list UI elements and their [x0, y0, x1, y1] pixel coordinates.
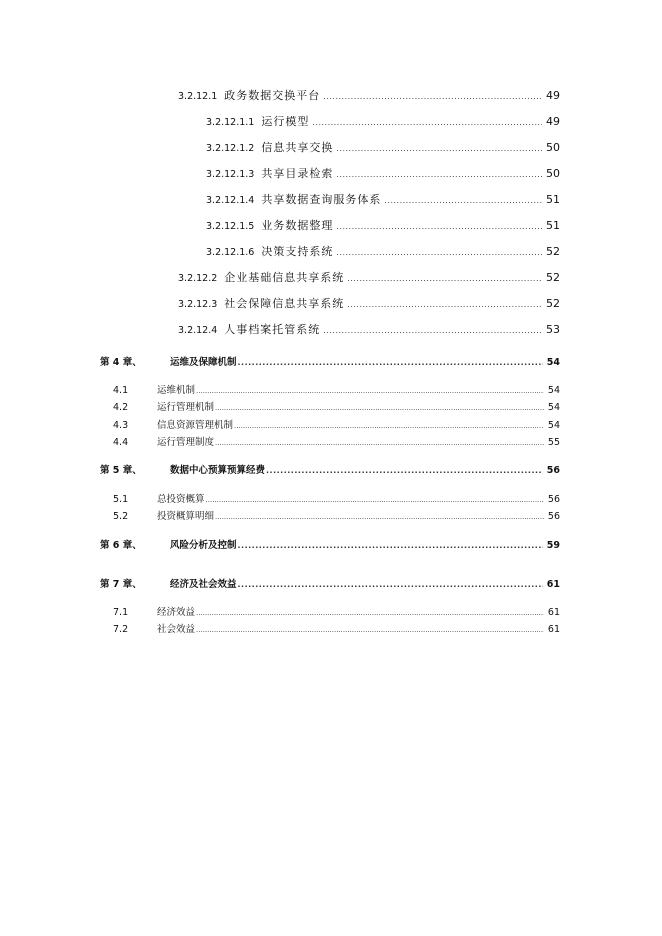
toc-section-page: 55	[547, 437, 560, 448]
toc-entry-page: 50	[546, 141, 560, 154]
toc-leader-dots	[215, 404, 544, 412]
toc-section-page: 54	[547, 402, 560, 413]
toc-leader-dots	[312, 118, 542, 127]
toc-leader-dots	[238, 358, 543, 367]
toc-entry-3-2-12-3[interactable]	[178, 295, 560, 311]
toc-entry-title: 政务数据交换平台	[224, 89, 321, 102]
toc-entry-page: 51	[546, 219, 560, 232]
toc-leader-dots	[196, 387, 544, 395]
toc-section-title: 总投资概算	[157, 494, 205, 505]
toc-leader-dots	[336, 222, 542, 231]
toc-section-5-2[interactable]	[113, 508, 560, 522]
toc-leader-dots	[234, 422, 544, 430]
toc-chapter-7[interactable]	[100, 576, 560, 590]
toc-entry-page: 49	[546, 89, 560, 102]
toc-chapter-number: 第 7 章、	[100, 579, 142, 590]
toc-leader-dots	[384, 196, 542, 205]
toc-entry-page: 52	[546, 271, 560, 284]
toc-leader-dots	[323, 92, 542, 101]
toc-section-7-2[interactable]	[113, 621, 560, 635]
toc-section-page: 56	[547, 511, 560, 522]
toc-chapter-page: 54	[546, 357, 560, 368]
toc-entry-title: 共享数据查询服务体系	[261, 193, 382, 206]
toc-chapter-number: 第 6 章、	[100, 540, 142, 551]
toc-section-7-1[interactable]	[113, 604, 560, 618]
toc-entry-page: 52	[546, 245, 560, 258]
toc-leader-dots	[266, 466, 543, 475]
toc-chapter-title: 运维及保障机制	[170, 357, 237, 368]
toc-entry-3-2-12-4[interactable]	[178, 321, 560, 337]
toc-chapter-5[interactable]	[100, 462, 560, 476]
toc-section-4-2[interactable]	[113, 399, 560, 413]
toc-entry-number: 3.2.12.1.2	[206, 143, 255, 154]
toc-entry-page: 52	[546, 297, 560, 310]
toc-section-title: 投资概算明细	[157, 511, 215, 522]
toc-entry-title: 信息共享交换	[261, 141, 334, 154]
toc-section-4-1[interactable]	[113, 382, 560, 396]
toc-section-title: 运维机制	[157, 385, 196, 396]
toc-leader-dots	[206, 496, 544, 504]
toc-section-number: 4.3	[113, 420, 129, 431]
toc-entry-3-2-12-1-4[interactable]	[206, 191, 560, 207]
toc-section-title: 运行管理机制	[157, 402, 215, 413]
toc-entry-page: 53	[546, 323, 560, 336]
toc-section-number: 5.1	[113, 494, 129, 505]
toc-leader-dots	[238, 541, 543, 550]
toc-chapter-number: 第 4 章、	[100, 357, 142, 368]
toc-leader-dots	[347, 300, 542, 309]
toc-entry-number: 3.2.12.1.1	[206, 117, 255, 128]
toc-leader-dots	[336, 170, 542, 179]
toc-leader-dots	[323, 326, 542, 335]
toc-entry-title: 运行模型	[261, 115, 310, 128]
toc-leader-dots	[215, 513, 544, 521]
toc-section-number: 7.2	[113, 624, 129, 635]
toc-entry-number: 3.2.12.1	[178, 91, 218, 102]
toc-entry-3-2-12-1-5[interactable]	[206, 217, 560, 233]
toc-leader-dots	[196, 626, 544, 634]
toc-chapter-title: 数据中心预算预算经费	[170, 465, 266, 476]
toc-section-5-1[interactable]	[113, 491, 560, 505]
toc-entry-3-2-12-2[interactable]	[178, 269, 560, 285]
toc-section-number: 7.1	[113, 607, 129, 618]
toc-entry-3-2-12-1-6[interactable]	[206, 243, 560, 259]
toc-entry-number: 3.2.12.3	[178, 299, 218, 310]
toc-section-page: 54	[547, 385, 560, 396]
toc-section-number: 4.4	[113, 437, 129, 448]
toc-entry-number: 3.2.12.1.4	[206, 195, 255, 206]
toc-section-number: 5.2	[113, 511, 129, 522]
toc-leader-dots	[336, 144, 542, 153]
toc-section-title: 运行管理制度	[157, 437, 215, 448]
toc-chapter-page: 56	[546, 465, 560, 476]
toc-entry-page: 50	[546, 167, 560, 180]
toc-entry-number: 3.2.12.2	[178, 273, 218, 284]
toc-entry-number: 3.2.12.1.6	[206, 247, 255, 258]
toc-chapter-6[interactable]	[100, 537, 560, 551]
toc-entry-3-2-12-1-2[interactable]	[206, 139, 560, 155]
toc-leader-dots	[238, 580, 543, 589]
toc-entry-title: 决策支持系统	[261, 245, 334, 258]
toc-entry-title: 社会保障信息共享系统	[224, 297, 345, 310]
toc-leader-dots	[196, 609, 544, 617]
toc-entry-page: 49	[546, 115, 560, 128]
toc-section-title: 社会效益	[157, 624, 196, 635]
toc-entry-title: 共享目录检索	[261, 167, 334, 180]
toc-entry-3-2-12-1[interactable]	[178, 87, 560, 103]
toc-section-4-4[interactable]	[113, 434, 560, 448]
toc-chapter-title: 风险分析及控制	[170, 540, 237, 551]
toc-entry-title: 企业基础信息共享系统	[224, 271, 345, 284]
toc-section-4-3[interactable]	[113, 417, 560, 431]
toc-section-page: 56	[547, 494, 560, 505]
toc-leader-dots	[336, 248, 542, 257]
toc-entry-3-2-12-1-3[interactable]	[206, 165, 560, 181]
toc-entry-number: 3.2.12.1.3	[206, 169, 255, 180]
toc-chapter-page: 61	[546, 579, 560, 590]
toc-section-page: 54	[547, 420, 560, 431]
toc-section-title: 信息资源管理机制	[157, 420, 234, 431]
toc-leader-dots	[347, 274, 542, 283]
toc-entry-title: 业务数据整理	[261, 219, 334, 232]
toc-entry-3-2-12-1-1[interactable]	[206, 113, 560, 129]
toc-chapter-page: 59	[546, 540, 560, 551]
toc-entry-page: 51	[546, 193, 560, 206]
toc-section-number: 4.1	[113, 385, 129, 396]
toc-section-number: 4.2	[113, 402, 129, 413]
toc-section-title: 经济效益	[157, 607, 196, 618]
toc-section-page: 61	[547, 624, 560, 635]
toc-entry-title: 人事档案托管系统	[224, 323, 321, 336]
toc-chapter-title: 经济及社会效益	[170, 579, 237, 590]
toc-chapter-number: 第 5 章、	[100, 465, 142, 476]
toc-chapter-4[interactable]	[100, 354, 560, 368]
toc-leader-dots	[215, 439, 544, 447]
toc-entry-number: 3.2.12.1.5	[206, 221, 255, 232]
toc-entry-number: 3.2.12.4	[178, 325, 218, 336]
toc-section-page: 61	[547, 607, 560, 618]
